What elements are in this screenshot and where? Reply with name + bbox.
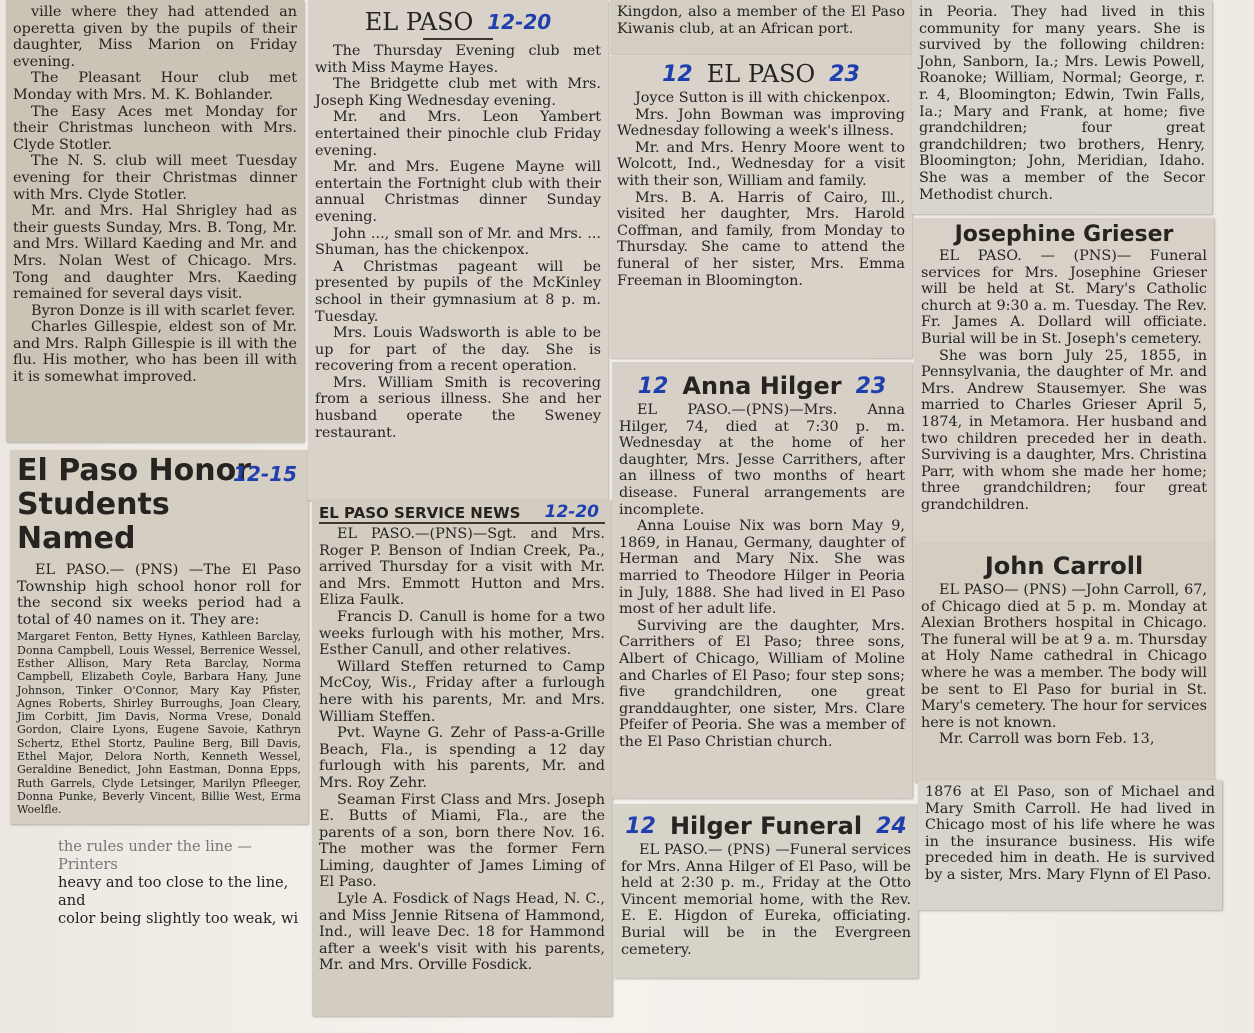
paragraph: Kingdon, also a member of the El Paso Kiwanis club, at an African port. <box>617 4 905 37</box>
paragraph: Willard Steffen returned to Camp McCoy, Wis., Friday after a furlough here with his parents, Mr. and Mrs. William Steffen. <box>319 658 605 725</box>
paragraph: John ..., small son of Mr. and Mrs. ... Shuman, has the chickenpox. <box>315 225 601 259</box>
clipping-header <box>617 60 905 88</box>
paragraph: EL PASO.— (PNS) —The El Paso Township high school honor roll for the second six weeks period had a total of 40 names on it. They are: <box>17 562 301 628</box>
paragraph: A Christmas pageant will be presented by pupils of the McKinley school in their gymnasium at 8 p. m. Tuesday. <box>315 258 601 325</box>
paragraph: EL PASO— (PNS) —John Carroll, 67, of Chicago died at 5 p. m. Monday at Alexian Brothers hospital in Chicago. The funeral will be at 9 a. m. Thursday at Holy Name cathedral in Chicago where he was a member. The body will be sent to El Paso for burial in St. Mary's cemetery. The hour for services here is not known. <box>921 582 1207 731</box>
book-line: heavy and too close to the line, and <box>58 874 289 909</box>
clipping-club-news <box>6 0 304 442</box>
paragraph: Mr. and Mrs. Eugene Mayne will entertain the Fortnight club with their annual Christmas dinner Sunday evening. <box>315 159 601 225</box>
clipping-header <box>319 504 605 524</box>
handwritten-date: 12-20 <box>544 502 599 522</box>
paragraph: Mrs. B. A. Harris of Cairo, Ill., visited her daughter, Mrs. Harold Coffman, and family, from Monday to Thursday. She came to attend the funeral of her sister, Mrs. Emma Freeman in Bloomington. <box>617 189 905 289</box>
clipping-el-paso-dec-23 <box>610 56 912 358</box>
clipping-header <box>315 8 601 36</box>
paragraph: The Easy Aces met Monday for their Christmas luncheon with Mrs. Clyde Stotler. <box>13 103 297 153</box>
paragraph: Surviving are the daughter, Mrs. Carrithers of El Paso; three sons, Albert of Chicago, William of Moline and Charles of El Paso; four step sons; five grandchildren, one great granddaughter, one sister, Mrs. Clare Pfeifer of Peoria. She was a member of the El Paso Christian church. <box>619 617 905 750</box>
paragraph: She was born July 25, 1855, in Pennsylvania, the daughter of Mr. and Mrs. Andrew Stausemyer. She was married to Charles Grieser April 5, 1874, in Metamora. Her husband and two children preceded her in death. Surviving is a daughter, Mrs. Christina Parr, with whom she made her home; three grandchildren; four great grandchildren. <box>921 347 1207 513</box>
paragraph: The N. S. club will meet Tuesday evening for their Christmas dinner with Mrs. Clyde Stotler. <box>13 153 297 203</box>
handwritten-date: 12 <box>637 373 669 399</box>
obituary-title: Josephine Grieser <box>954 222 1174 247</box>
divider <box>423 38 493 40</box>
clipping-john-carroll <box>914 544 1214 782</box>
book-line: the rules under the line — Printers <box>58 838 252 873</box>
clipping-josephine-grieser <box>914 218 1214 544</box>
paragraph: The Thursday Evening club met with Miss Mayme Hayes. <box>315 43 601 76</box>
paragraph: Seaman First Class and Mrs. Joseph E. Butts of Miami, Fla., are the parents of a son, born there Nov. 16. The mother was the former Fern Liming, daughter of James Liming of El Paso. <box>319 791 605 891</box>
paragraph: The Pleasant Hour club met Monday with Mrs. M. K. Bohlander. <box>13 70 297 103</box>
paragraph: Pvt. Wayne G. Zehr of Pass-a-Grille Beach, Fla., is spending a 12 day furlough with his parents, Mr. and Mrs. Roy Zehr. <box>319 725 605 791</box>
clipping-kiwanis-fragment <box>610 0 912 54</box>
paragraph: Anna Louise Nix was born May 9, 1869, in Hanau, Germany, daughter of Herman and Mary Nix. She was married to Theodore Hilger in Peoria in July, 1888. She had lived in El Paso most of her adult life. <box>619 518 905 618</box>
paragraph: Mrs. Louis Wadsworth is able to be up for part of the day. She is recovering from a recent operation. <box>315 325 601 375</box>
clipping-honor-students <box>10 450 308 824</box>
clipping-hilger-funeral <box>614 804 918 978</box>
obituary-title: John Carroll <box>984 552 1144 580</box>
section-title: EL PASO <box>364 8 474 36</box>
clipping-service-news <box>312 500 612 1016</box>
section-title: EL PASO <box>706 60 816 88</box>
paragraph: Mr. and Mrs. Leon Yambert entertained their pinochle club Friday evening. <box>315 109 601 159</box>
handwritten-date: 12 <box>662 61 693 87</box>
paragraph: Mr. and Mrs. Henry Moore went to Wolcott, Ind., Wednesday for a visit with their son, William and family. <box>617 139 905 189</box>
paragraph: Joyce Sutton is ill with chickenpox. <box>635 90 891 106</box>
handwritten-date: 12-20 <box>487 10 552 34</box>
handwritten-date: 12 <box>625 813 656 839</box>
paragraph: EL PASO.— (PNS) —Funeral services for Mrs. Anna Hilger of El Paso, will be held at 2:30 p. m., Friday at the Otto Vincent memorial home, with the Rev. E. E. Higdon of Eureka, officiating. Burial will be in the Evergreen cemetery. <box>621 842 911 958</box>
clipping-anna-hilger <box>612 362 912 798</box>
obituary-title: Anna Hilger <box>682 372 842 400</box>
handwritten-date: 24 <box>876 813 907 839</box>
paragraph: 1876 at El Paso, son of Michael and Mary Smith Carroll. He had lived in Chicago most of his life where he was in the insurance business. His wife preceded him in death. He is survived by a sister, Mrs. Mary Flynn of El Paso. <box>925 784 1215 883</box>
clipping-header <box>619 372 905 400</box>
paragraph: EL PASO.—(PNS)—Sgt. and Mrs. Roger P. Benson of Indian Creek, Pa., arrived Thursday for a visit with Mr. and Mrs. Emmott Hutton and Mrs. Eliza Faulk. <box>319 526 605 609</box>
headline: El Paso Honor Students Named <box>17 453 252 556</box>
paragraph: Lyle A. Fosdick of Nags Head, N. C., and Miss Jennie Ritsena of Hammond, Ind., will leave Dec. 18 for Hammond after a week's visit with his parents, Mr. and Mrs. Orville Fosdick. <box>319 891 605 974</box>
background-book-text <box>58 838 316 928</box>
paragraph: EL PASO. — (PNS)— Funeral services for Mrs. Josephine Grieser will be held at St. Mary's Catholic church at 9:30 a. m. Tuesday. The Rev. Fr. James A. Dollard will officiate. Burial will be in St. Joseph's cemetery. <box>921 248 1207 347</box>
handwritten-date: 12-15 <box>233 462 297 486</box>
paragraph: Mrs. William Smith is recovering from a serious illness. She and her husband operate the Sweney restaurant. <box>315 374 601 441</box>
paragraph: ville where they had attended an operetta given by the pupils of their daughter, Miss Marion on Friday evening. <box>13 4 297 70</box>
paragraph: Charles Gillespie, eldest son of Mr. and Mrs. Ralph Gillespie is ill with the flu. His mother, who has been ill with it is somewhat improved. <box>13 319 297 386</box>
clipping-el-paso-dec-20 <box>308 0 608 500</box>
paragraph: Mr. and Mrs. Hal Shrigley had as their guests Sunday, Mrs. B. Tong, Mr. and Mrs. Willard Kaeding and Mr. and Mrs. Nolan West of Chicago. Mrs. Tong and daughter Mrs. Kaeding remained for several days visit. <box>13 203 297 303</box>
paragraph: Francis D. Canull is home for a two weeks furlough with his mother, Mrs. Esther Canull, and other relatives. <box>319 608 605 659</box>
honor-headline <box>17 454 301 556</box>
book-line: color being slightly too weak, wi <box>58 910 299 927</box>
paragraph: Mrs. John Bowman was improving Wednesday following a week's illness. <box>617 106 905 140</box>
paragraph: Mr. Carroll was born Feb. 13, <box>939 731 1155 748</box>
handwritten-date: 23 <box>855 373 887 399</box>
obituary-title: Hilger Funeral <box>669 812 863 840</box>
section-title: EL PASO SERVICE NEWS <box>319 504 605 524</box>
handwritten-date: 23 <box>829 61 860 87</box>
paragraph: EL PASO.—(PNS)—Mrs. Anna Hilger, 74, died at 7:30 p. m. Wednesday at the home of her daughter, Mrs. Jesse Carrithers, after an illness of two months of heart disease. Funeral arrangements are incomplete. <box>619 402 905 518</box>
paragraph: in Peoria. They had lived in this community for many years. She is survived by the following children: John, Sanborn, Ia.; Mrs. Lewis Powell, Roanoke; William, Normal; George, r. r. 4, Bloomington; Edwin, Twin Falls, Ia.; Mary and Frank, at home; five grandchildren; four great grandchildren; two brothers, Henry, Bloomington; John, Meridian, Idaho. She was a member of the Secor Methodist church. <box>919 4 1205 203</box>
clipping-john-carroll-continued <box>918 780 1222 910</box>
clipping-header <box>621 812 911 840</box>
clipping-peoria-fragment <box>912 0 1212 214</box>
honor-roll-names: Margaret Fenton, Betty Hynes, Kathleen Barclay, Donna Campbell, Louis Wessel, Berrenice Wessel, Esther Allison, Mary Reta Barclay, Norma Campbell, Elizabeth Coyle, Barbara Hany, June Johnson, Tinker O'Connor, Mary Kay Pfister, Agnes Roberts, Shirley Burroughs, Joan Cleary, Jim Corbitt, Jim Davis, Norma Vrese, Donald Gordon, Claire Lyons, Eugene Savoie, Kathryn Schertz, Ethel Stortz, Pauline Berg, Bill Davis, Ethel Major, Delora North, Kenneth Wessel, Geraldine Benedict, John Eastman, Donna Epps, Ruth Garrels, Clyde Letsinger, Marilyn Pfleeger, Donna Punke, Beverly Vincent, Billie West, Erma Woelfle. <box>17 630 301 817</box>
paragraph: Byron Donze is ill with scarlet fever. <box>31 302 296 319</box>
paragraph: The Bridgette club met with Mrs. Joseph King Wednesday evening. <box>315 76 601 109</box>
